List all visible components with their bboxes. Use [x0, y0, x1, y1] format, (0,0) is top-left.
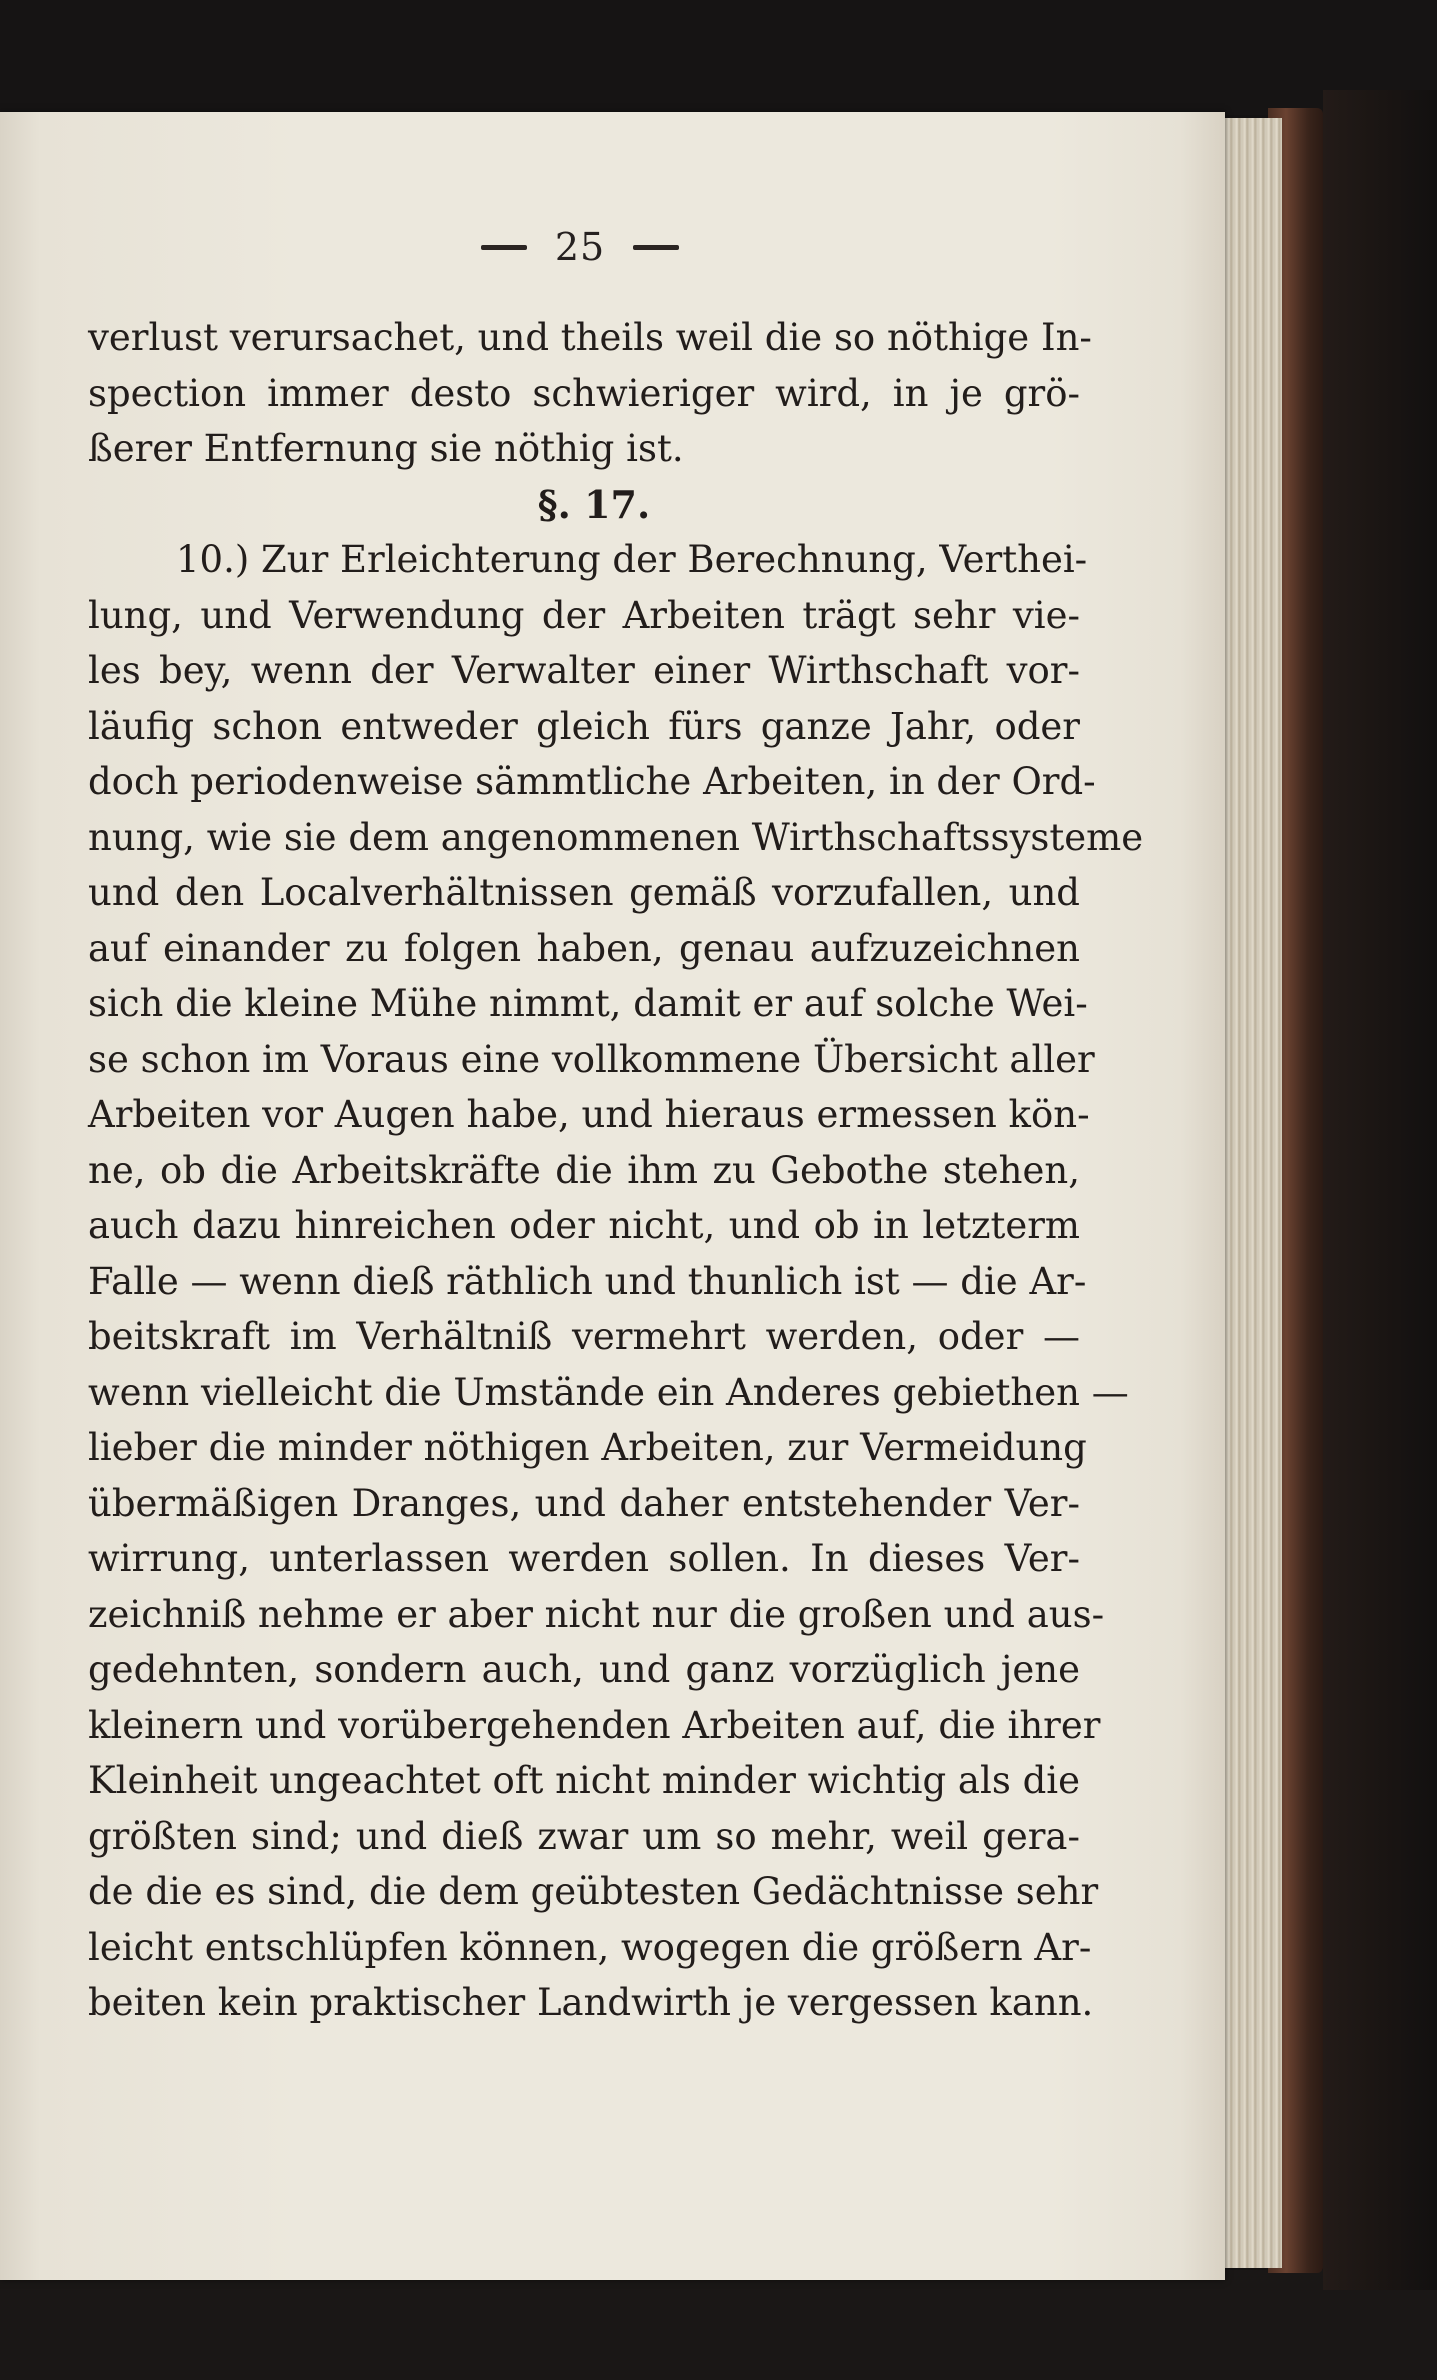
dark-background-top: [0, 0, 1437, 115]
page-header: [460, 222, 700, 272]
text-line: doch periodenweise sämmtliche Arbeiten, in der Ord-: [88, 760, 1096, 803]
dark-background-bottom: [0, 2270, 1437, 2380]
text-line: kleinern und vorübergehenden Arbeiten auf, die ihrer: [88, 1703, 1101, 1747]
text-line: les bey, wenn der Verwalter einer Wirthschaft vor-: [88, 649, 1080, 692]
text-line: zeichniß nehme er aber nicht nur die großen und aus-: [88, 1592, 1105, 1636]
text-line: läufig schon entweder gleich fürs ganze Jahr, oder: [88, 704, 1080, 748]
text-line: 10.) Zur Erleichterung der Berechnung, Verthei-: [176, 538, 1088, 581]
text-line: ne, ob die Arbeitskräfte die ihm zu Gebothe stehen,: [88, 1148, 1080, 1192]
text-line: beiten kein praktischer Landwirth je vergessen kann.: [88, 1981, 1094, 2024]
background-shadow: [1323, 90, 1437, 2290]
text-line: wirrung, unterlassen werden sollen. In dieses Ver-: [88, 1537, 1080, 1580]
text-line: beitskraft im Verhältniß vermehrt werden, oder —: [88, 1315, 1080, 1358]
page-body: [88, 310, 1144, 2031]
section-heading: §. 17.: [537, 481, 651, 527]
header-dash-right: [633, 245, 679, 250]
text-line: se schon im Voraus eine vollkommene Übersicht aller: [88, 1037, 1095, 1081]
text-line: sich die kleine Mühe nimmt, damit er auf solche Wei-: [88, 982, 1088, 1025]
text-line: größten sind; und dieß zwar um so mehr, weil gera-: [88, 1814, 1080, 1858]
text-line: auf einander zu folgen haben, genau aufzuzeichnen: [88, 926, 1080, 970]
text-line: Arbeiten vor Augen habe, und hieraus ermessen kön-: [88, 1093, 1090, 1136]
text-line: Kleinheit ungeachtet oft nicht minder wichtig als die: [88, 1759, 1080, 1802]
page-number: 25: [554, 225, 606, 269]
text-line: auch dazu hinreichen oder nicht, und ob in letzterm: [88, 1204, 1080, 1247]
text-line: verlust verursachet, und theils weil die so nöthige In-: [88, 316, 1092, 359]
text-line: nung, wie sie dem angenommenen Wirthschaftssysteme: [88, 815, 1144, 859]
text-line: spection immer desto schwieriger wird, in je grö-: [88, 371, 1080, 415]
text-line: Falle — wenn dieß räthlich und thunlich ist — die Ar-: [88, 1259, 1087, 1303]
header-dash-left: [481, 245, 527, 250]
text-line: leicht entschlüpfen können, wogegen die größern Ar-: [88, 1925, 1092, 1969]
text-line: ßerer Entfernung sie nöthig ist.: [88, 427, 684, 470]
text-line: lung, und Verwendung der Arbeiten trägt sehr vie-: [88, 593, 1080, 637]
text-line: de die es sind, die dem geübtesten Gedächtnisse sehr: [88, 1870, 1099, 1913]
text-line: übermäßigen Dranges, und daher entstehender Ver-: [88, 1481, 1080, 1525]
text-line: und den Localverhältnissen gemäß vorzufallen, und: [88, 871, 1080, 914]
text-line: lieber die minder nöthigen Arbeiten, zur Vermeidung: [88, 1426, 1087, 1469]
text-line: gedehnten, sondern auch, und ganz vorzüglich jene: [88, 1648, 1080, 1691]
text-line: wenn vielleicht die Umstände ein Anderes gebiethen —: [88, 1370, 1129, 1414]
